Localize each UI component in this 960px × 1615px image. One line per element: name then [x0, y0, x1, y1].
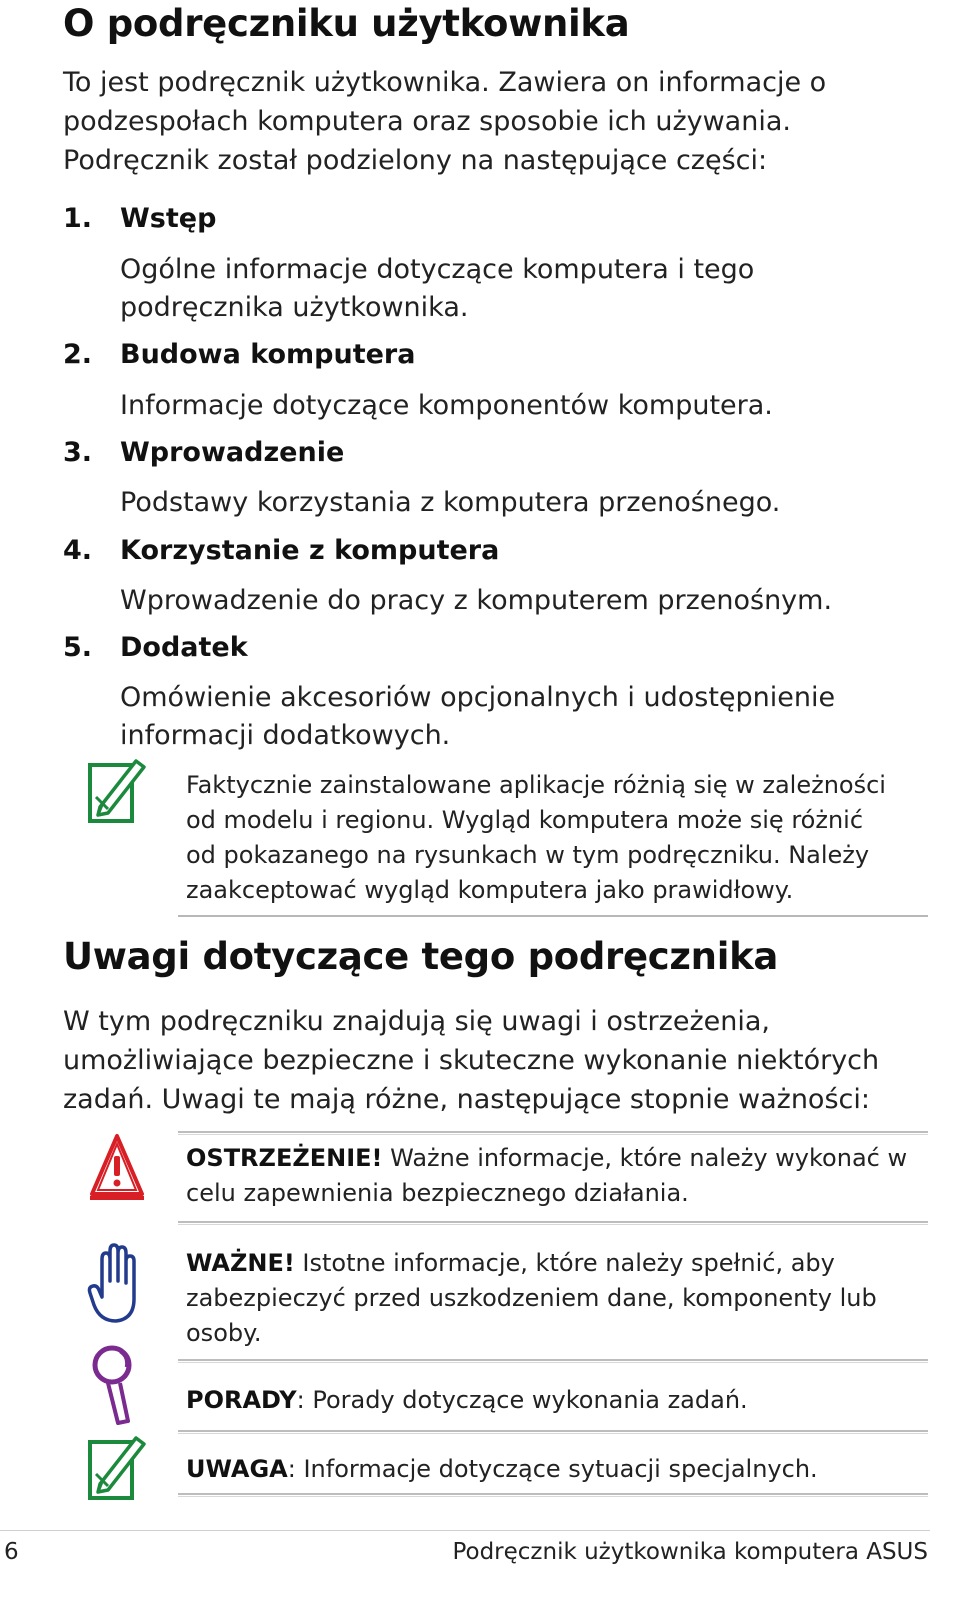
important-text	[186, 1246, 906, 1351]
list-item-number: 3.	[63, 437, 93, 468]
footer-title: Podręcznik użytkownika komputera ASUS	[452, 1539, 928, 1565]
tips-body: : Porady dotyczące wykonania zadań.	[296, 1386, 748, 1414]
note-text: Faktycznie zainstalowane aplikacje różnią się w zależności od modelu i regionu. Wygląd komputera może się różnić od pokazanego na rysunkach w tym podręczniku. Należy zaakceptować wygląd komputera jako prawidłowy.	[186, 771, 886, 904]
tips-text	[186, 1383, 906, 1418]
note-label: UWAGA	[186, 1455, 288, 1483]
list-item-title: Wstęp	[120, 203, 217, 234]
divider	[178, 1493, 928, 1497]
important-body: Istotne informacje, które należy spełnić, aby zabezpieczyć przed uszkodzeniem dane, komponenty lub osoby.	[186, 1249, 877, 1347]
list-item-title: Wprowadzenie	[120, 437, 345, 468]
list-item-number: 5.	[63, 632, 93, 663]
divider	[178, 1430, 928, 1434]
list-item-number: 4.	[63, 535, 93, 566]
divider	[178, 1131, 928, 1135]
hand-stop-icon	[86, 1243, 144, 1325]
divider	[178, 1359, 928, 1363]
section-intro-paragraph: W tym podręczniku znajdują się uwagi i ostrzeżenia, umożliwiające bezpieczne i skuteczne wykonanie niektórych zadań. Uwagi te mają różne, następujące stopnie ważności:	[63, 1006, 880, 1115]
warning-icon	[86, 1132, 148, 1204]
page-number: 6	[4, 1539, 19, 1565]
page-title: O podręczniku użytkownika	[63, 2, 630, 45]
list-item-description: Informacje dotyczące komponentów komputera.	[120, 390, 773, 421]
divider	[178, 915, 928, 917]
tips-label: PORADY	[186, 1386, 297, 1414]
note-text	[186, 1452, 906, 1487]
note-body: : Informacje dotyczące sytuacji specjalnych.	[287, 1455, 818, 1483]
list-item-number: 2.	[63, 339, 93, 370]
note-icon	[86, 1432, 148, 1504]
divider	[178, 1221, 928, 1225]
list-item-description: Podstawy korzystania z komputera przenośnego.	[120, 487, 781, 518]
list-item-description: Ogólne informacje dotyczące komputera i tego podręcznika użytkownika.	[120, 254, 755, 323]
list-item-description: Wprowadzenie do pracy z komputerem przenośnym.	[120, 585, 833, 616]
warning-text	[186, 1141, 926, 1211]
list-item-number: 1.	[63, 203, 93, 234]
list-item-description: Omówienie akcesoriów opcjonalnych i udostępnienie informacji dodatkowych.	[120, 682, 836, 751]
footer-divider	[0, 1530, 930, 1531]
magnifier-icon	[90, 1343, 140, 1429]
note-icon	[86, 755, 148, 827]
intro-paragraph: To jest podręcznik użytkownika. Zawiera on informacje o podzespołach komputera oraz sposobie ich używania. Podręcznik został podzielony na następujące części:	[63, 67, 827, 176]
warning-label: OSTRZEŻENIE!	[186, 1144, 383, 1172]
list-item-title: Korzystanie z komputera	[120, 535, 500, 566]
warning-body: Ważne informacje, które należy wykonać w celu zapewnienia bezpiecznego działania.	[186, 1144, 908, 1207]
list-item-title: Budowa komputera	[120, 339, 416, 370]
important-label: WAŻNE!	[186, 1249, 295, 1277]
list-item-title: Dodatek	[120, 632, 248, 663]
section-heading: Uwagi dotyczące tego podręcznika	[63, 935, 779, 978]
